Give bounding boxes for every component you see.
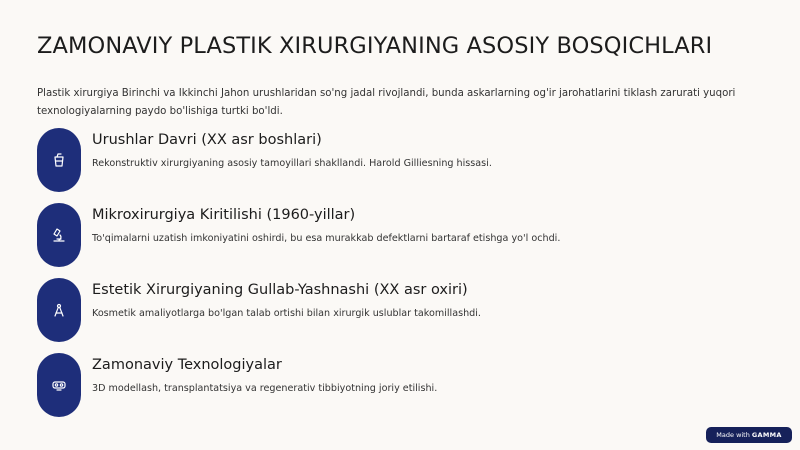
vr-goggles-icon xyxy=(51,377,67,393)
step-description: Rekonstruktiv xirurgiyaning asosiy tamoyillari shakllandi. Harold Gilliesning hissasi. xyxy=(92,158,492,169)
step-description: To'qimalarni uzatish imkoniyatini oshirdi, bu esa murakkab defektlarni bartaraf etishga yo'l ochdi. xyxy=(92,233,561,244)
step-icon-badge xyxy=(37,353,81,417)
step-title: Mikroxirurgiya Kiritilishi (1960-yillar) xyxy=(92,207,356,223)
step-item xyxy=(37,353,777,419)
cup-icon xyxy=(51,152,67,168)
made-with-gamma-badge[interactable] xyxy=(706,427,792,443)
intro-paragraph: Plastik xirurgiya Birinchi va Ikkinchi Jahon urushlaridan so'ng jadal rivojlandi, bunda askarlarning og'ir jarohatlarini tiklash zarurati yuqori texnologiyalarning paydo bo'lishiga turtki bo'ldi. xyxy=(37,88,736,117)
badge-brand: GAMMA xyxy=(751,431,782,439)
step-item xyxy=(37,128,777,194)
step-icon-badge xyxy=(37,128,81,192)
step-icon-badge xyxy=(37,278,81,342)
step-description: Kosmetik amaliyotlarga bo'lgan talab ortishi bilan xirurgik uslublar takomillashdi. xyxy=(92,308,481,319)
step-title: Zamonaviy Texnologiyalar xyxy=(92,357,282,373)
step-title: Urushlar Davri (XX asr boshlari) xyxy=(92,132,322,148)
step-item xyxy=(37,278,777,344)
step-description: 3D modellash, transplantatsiya va regenerativ tibbiyotning joriy etilishi. xyxy=(92,383,438,394)
step-icon-badge xyxy=(37,203,81,267)
compass-icon xyxy=(51,302,67,318)
step-item xyxy=(37,203,777,269)
page-title: ZAMONAVIY PLASTIK XIRURGIYANING ASOSIY BOSQICHLARI xyxy=(37,33,713,59)
badge-prefix: Made with xyxy=(716,431,750,439)
microscope-icon xyxy=(51,227,67,243)
step-title: Estetik Xirurgiyaning Gullab-Yashnashi (XX asr oxiri) xyxy=(92,282,468,298)
